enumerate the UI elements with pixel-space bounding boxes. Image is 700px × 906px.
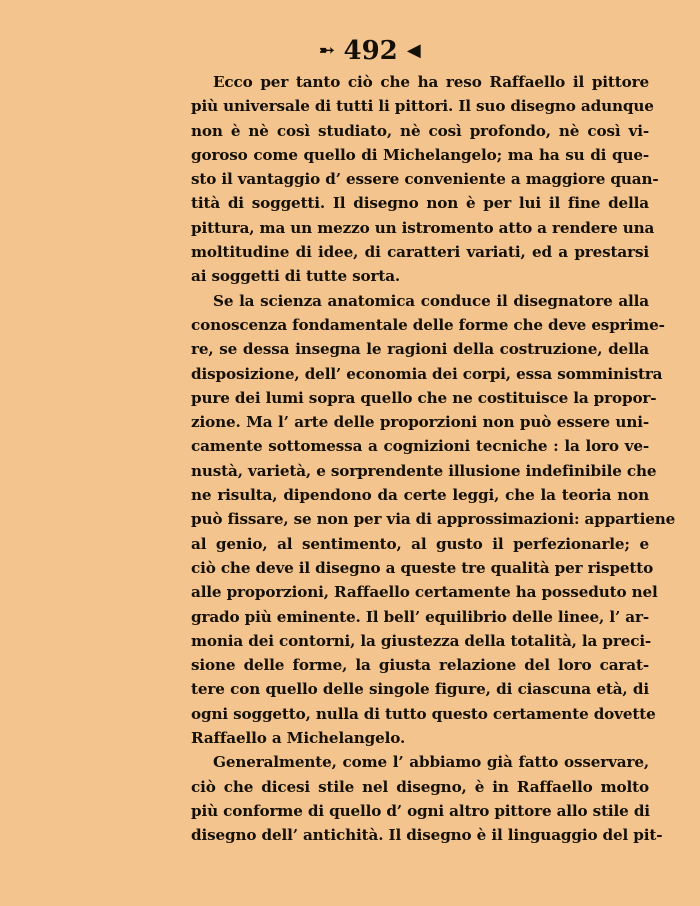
text-line: tità di soggetti. Il disegno non è per lui il fine della (191, 194, 649, 213)
text-line: Raffaello a Michelangelo. (191, 729, 406, 748)
text-line: Se la scienza anatomica conduce il disegnatore alla (213, 291, 649, 310)
ornament-right-icon: ◀ (406, 40, 421, 61)
paragraph (191, 289, 676, 751)
text-line: sto il vantaggio d’ essere conveniente a maggiore quan- (191, 170, 659, 189)
text-line: ai soggetti di tutte sorta. (191, 267, 401, 286)
paragraph (191, 70, 659, 289)
text-line: moltitudine di idee, di caratteri variati, ed a prestarsi (191, 243, 649, 262)
text-line: ne risulta, dipendono da certe leggi, che la teoria non (191, 486, 649, 505)
text-line: nustà, varietà, e sorprendente illusione indefinibile che (191, 461, 657, 480)
text-line: non è nè così studiato, nè così profondo, nè così vi- (191, 121, 649, 140)
ornament-left-icon: ➸ (319, 40, 335, 61)
text-line: pure dei lumi sopra quello che ne costituisce la propor- (191, 388, 657, 407)
text-line: monia dei contorni, la giustezza della totalità, la preci- (191, 631, 652, 650)
text-line: disposizione, dell’ economia dei corpi, essa somministra (191, 364, 663, 383)
text-line: goroso come quello di Michelangelo; ma ha su di que- (191, 145, 649, 164)
text-line: più universale di tutti li pittori. Il suo disegno adunque (191, 97, 654, 116)
text-line: ciò che deve il disegno a queste tre qualità per rispetto (191, 558, 654, 577)
text-line: ogni soggetto, nulla di tutto questo certamente dovette (191, 704, 656, 723)
text-line: Ecco per tanto ciò che ha reso Raffaello il pittore (213, 73, 649, 91)
text-line: conoscenza fondamentale delle forme che deve esprime- (191, 315, 665, 334)
text-line: re, se dessa insegna le ragioni della costruzione, della (191, 340, 649, 359)
text-line: alle proporzioni, Raffaello certamente ha posseduto nel (191, 583, 658, 602)
text-line: Generalmente, come l’ abbiamo già fatto osservare, (213, 753, 649, 772)
text-line: pittura, ma un mezzo un istromento atto a rendere una (191, 218, 655, 237)
text-line: più conforme di quello d’ ogni altro pittore allo stile di (191, 801, 650, 820)
page-header (0, 36, 700, 66)
text-line: tere con quello delle singole figure, di ciascuna età, di (191, 680, 649, 699)
text-line: disegno dell’ antichità. Il disegno è il linguaggio del pit- (191, 826, 663, 845)
text-line: grado più eminente. Il bell’ equilibrio delle linee, l’ ar- (191, 607, 649, 626)
text-line: zione. Ma l’ arte delle proporzioni non può essere uni- (191, 413, 649, 432)
paragraph (191, 750, 663, 847)
page-number: 492 (343, 36, 398, 66)
body-text (191, 70, 676, 848)
text-line: può fissare, se non per via di approssimazioni: appartiene (191, 510, 676, 529)
text-line: al genio, al sentimento, al gusto il perfezionarle; e (191, 534, 649, 553)
text-line: ciò che dicesi stile nel disegno, è in Raffaello molto (191, 777, 649, 796)
text-line: sione delle forme, la giusta relazione del loro carat- (191, 656, 649, 675)
text-line: camente sottomessa a cognizioni tecniche : la loro ve- (191, 437, 649, 456)
